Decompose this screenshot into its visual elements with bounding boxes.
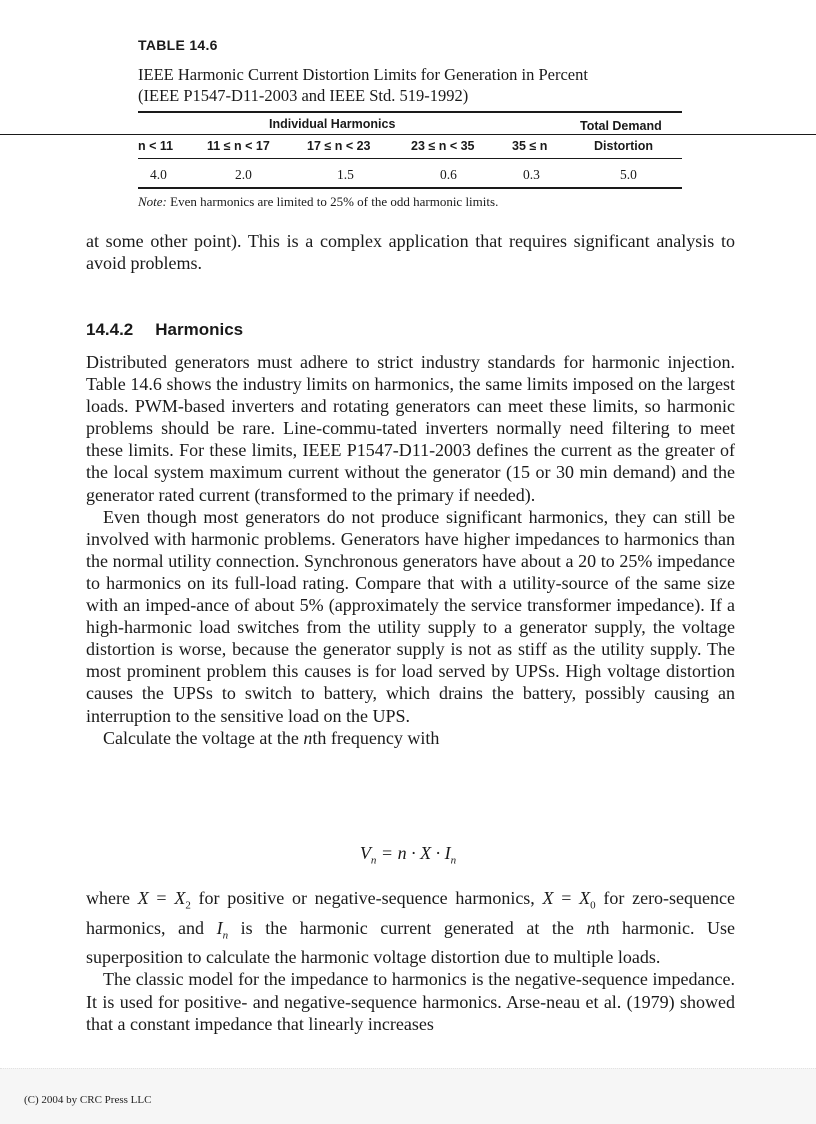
total-demand-header: Total Demand [580, 119, 662, 133]
table-top-rule [138, 111, 682, 113]
table-caption-line-1: IEEE Harmonic Current Distortion Limits for Generation in Percent [138, 65, 588, 84]
table-cell: 5.0 [620, 167, 637, 182]
voltage-equation [0, 843, 816, 867]
equation-v: V [359, 843, 371, 863]
section-title: Harmonics [155, 320, 244, 339]
note-label: Note: [138, 194, 167, 209]
intro-paragraph-text: at some other point). This is a complex application that requires significant analysis to avoid problems. [86, 231, 735, 274]
table-cell: 2.0 [235, 167, 252, 182]
column-header-3: 17 ≤ n < 23 [307, 139, 371, 153]
p4-a: where [86, 888, 138, 908]
column-header-2: 11 ≤ n < 17 [207, 139, 270, 153]
copyright-footer: (C) 2004 by CRC Press LLC [24, 1094, 152, 1106]
table-cell: 0.3 [523, 167, 540, 182]
p4-d: is the harmonic current generated at the [228, 917, 587, 938]
p4-i: I [216, 917, 223, 938]
p4-x1: X [137, 888, 149, 908]
group-header-rule [0, 134, 816, 135]
column-header-1: n < 11 [138, 139, 174, 153]
p4-x2: X [174, 888, 186, 908]
column-header-4: 23 ≤ n < 35 [411, 139, 475, 153]
table-cell: 1.5 [337, 167, 354, 182]
p4-eq2: = [553, 888, 580, 908]
column-header-rule [138, 158, 682, 159]
table-note [138, 194, 498, 210]
column-header-5: 35 ≤ n [512, 139, 548, 153]
equation-v-sub: n [370, 854, 377, 867]
table-cell: 0.6 [440, 167, 457, 182]
group-header-individual-harmonics: Individual Harmonics [269, 117, 396, 131]
equation-i-sub: n [450, 854, 457, 867]
section-heading [86, 320, 243, 340]
p4-sub2: 2 [185, 899, 191, 912]
table-cell: 4.0 [150, 167, 167, 182]
p4-b: for positive or negative-sequence harmonics, [190, 888, 543, 908]
p4-e: th harmonic. Use superposition to calculate the harmonic voltage distortion due to multiple loads. [86, 917, 736, 968]
table-caption-line-2: (IEEE P1547-D11-2003 and IEEE Std. 519-1992) [138, 86, 469, 105]
table-caption [138, 64, 698, 106]
paragraph-3-a: Calculate the voltage at the [103, 727, 304, 748]
equation-rhs: = n · X · I [376, 843, 451, 863]
note-text: Even harmonics are limited to 25% of the odd harmonic limits. [166, 194, 499, 209]
p4-eq1: = [148, 888, 175, 908]
paragraph-3-n: n [303, 727, 313, 748]
lower-body [86, 887, 735, 1035]
section-number: 14.4.2 [86, 320, 134, 339]
p4-sub0: 0 [590, 899, 596, 912]
p4-x3: X [542, 888, 554, 908]
p4-x4: X [579, 888, 591, 908]
p4-i-sub: n [222, 929, 229, 942]
paragraph-5: The classic model for the impedance to harmonics is the negative-sequence impedance. It is used for positive- and negative-sequence harmonics. Arse-neau et al. (1979) showed that a constant impedance that linearly increases [86, 969, 735, 1034]
distortion-header: Distortion [594, 139, 654, 153]
paragraph-3 [86, 727, 735, 749]
intro-paragraph [86, 230, 735, 274]
paragraph-2: Even though most generators do not produce significant harmonics, they can still be involved with harmonic problems. Generators have higher impedances to harmonics than the normal utility connection. Synchronous generators have about a 20 to 25% impedance to harmonics on its full-load rating. Compare that with a utility-source of the same size with an imped-ance of about 5% (approximately the service transformer impedance). If a high-harmonic load switches from the utility supply to a generator supply, the voltage distortion is worse, because the generator supply is not as stiff as the utility supply. The most prominent problem this causes is for load served by UPSs. High voltage distortion causes the UPSs to switch to battery, which drains the battery, possibly causing an interruption to the sensitive load on the UPS. [86, 506, 735, 726]
main-body [86, 351, 735, 749]
table-bottom-rule [138, 187, 682, 189]
paragraph-1: Distributed generators must adhere to strict industry standards for harmonic injection. Table 14.6 shows the industry limits on harmonics, the same limits imposed on the largest loads. PWM-based inverters and rotating generators can meet these limits, so harmonic problems should be rare. Line-commu-tated inverters normally need filtering to meet these limits. For these limits, IEEE P1547-D11-2003 defines the current as the greater of the local system maximum current without the generator (15 or 30 min demand) and the generator rated current (transformed to the primary if needed). [86, 352, 735, 505]
table-label: TABLE 14.6 [138, 37, 218, 53]
paragraph-4 [86, 887, 735, 968]
p4-c: for zero-sequence harmonics, and [86, 888, 736, 938]
p4-n: n [586, 917, 596, 938]
paragraph-3-b: th frequency with [312, 727, 440, 748]
